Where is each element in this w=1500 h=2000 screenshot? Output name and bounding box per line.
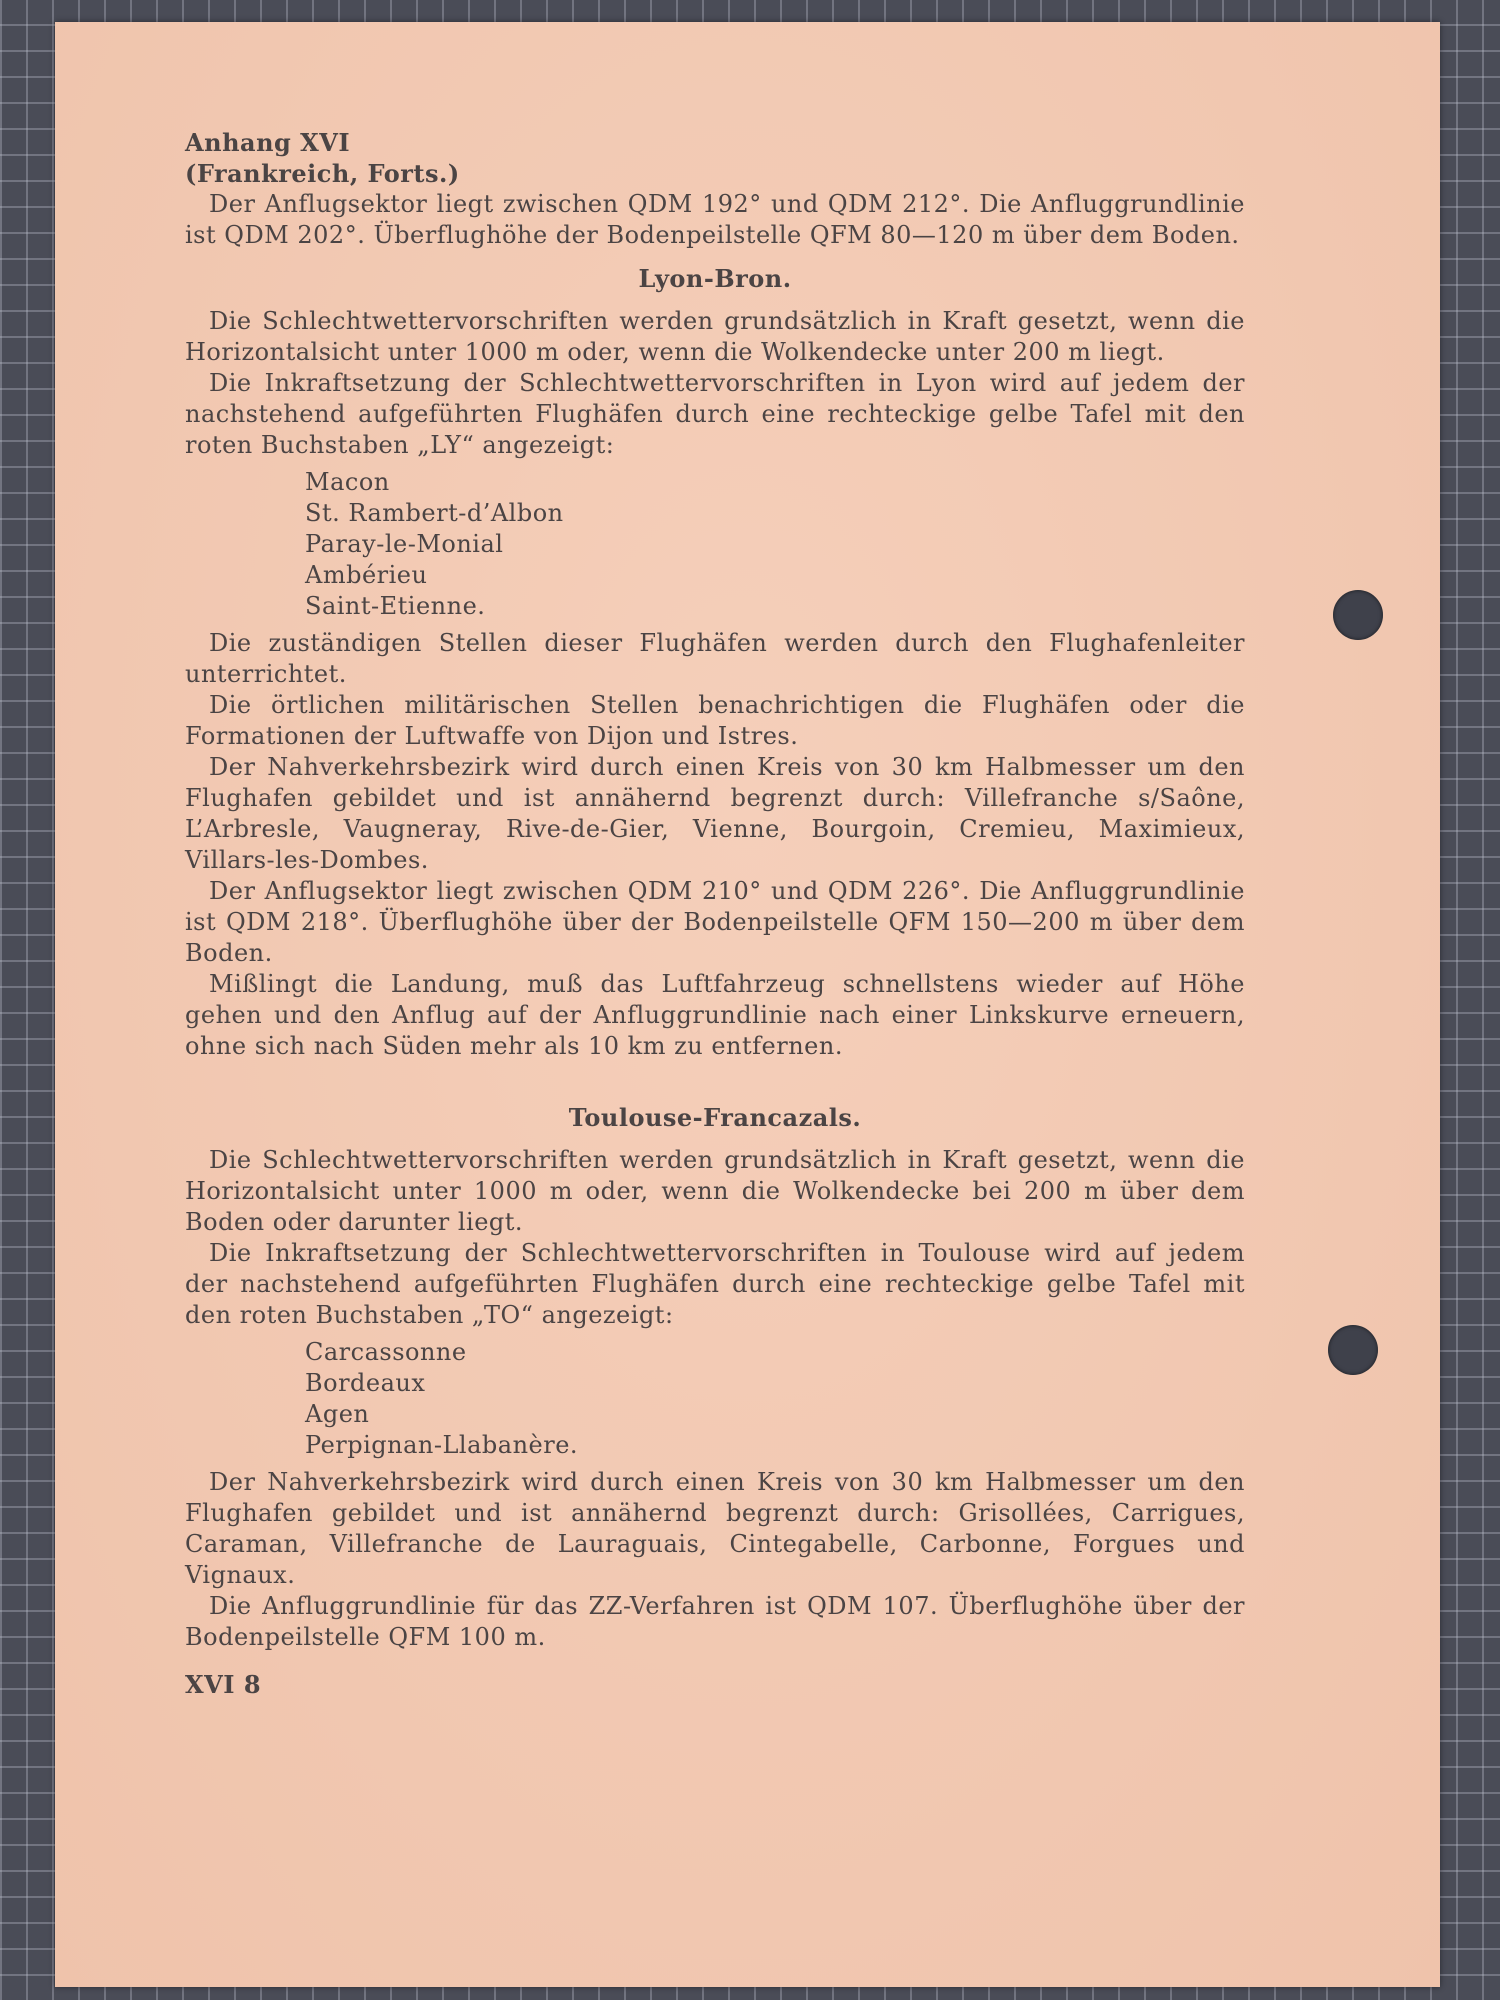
list-item: Paray-le-Monial [305,530,504,558]
appendix-label: Anhang XVI [185,128,351,157]
list-item: Macon [305,468,390,496]
paragraph: Mißlingt die Landung, muß das Luftfahrzeug schnellstens wieder auf Höhe gehen und den Anflug auf der Anfluggrundlinie nach einer Linkskurve erneuern, ohne sich nach Süden mehr als 10 km zu entfernen. [185,970,1245,1060]
section-toulouse-francazals [185,1102,1245,1653]
list-item: Bordeaux [305,1369,426,1397]
section-title: Lyon-Bron. [638,264,792,293]
list-item: St. Rambert-d’Albon [305,499,564,527]
paragraph: Der Nahverkehrsbezirk wird durch einen Kreis von 30 km Halbmesser um den Flughafen gebildet und ist annähernd begrenzt durch: Villefranche s/Saône, L’Arbresle, Vaugneray, Rive-de-Gier, Vienne, Bourgoin, Cremieu, Maximieux, Villars-les-Dombes. [185,753,1245,874]
paragraph: Die Schlechtwettervorschriften werden grundsätzlich in Kraft gesetzt, wenn die Horizontalsicht unter 1000 m oder, wenn die Wolkendecke unter 200 m liegt. [185,307,1245,366]
document-page [55,22,1440,1987]
airport-list [305,1337,1245,1461]
paragraph: Die Inkraftsetzung der Schlechtwettervorschriften in Lyon wird auf jedem der nachstehend aufgeführten Flughäfen durch eine rechteckige gelbe Tafel mit den roten Buchstaben „LY“ angezeigt: [185,369,1245,459]
paragraph: Die Anfluggrundlinie für das ZZ-Verfahren ist QDM 107. Überflughöhe über der Bodenpeilstelle QFM 100 m. [185,1592,1245,1651]
list-item: Carcassonne [305,1338,467,1366]
paragraph: Die Schlechtwettervorschriften werden grundsätzlich in Kraft gesetzt, wenn die Horizontalsicht unter 1000 m oder, wenn die Wolkendecke bei 200 m über dem Boden oder darunter liegt. [185,1146,1245,1236]
airport-list [305,467,1245,622]
page-number: XVI 8 [185,1670,262,1699]
section-title: Toulouse-Francazals. [568,1103,862,1132]
intro-paragraph: Der Anflugsektor liegt zwischen QDM 192° und QDM 212°. Die Anfluggrundlinie ist QDM 202°. Überflughöhe der Bodenpeilstelle QFM 80—120 m über dem Boden. [185,190,1245,249]
section-lyon-bron [185,263,1245,1062]
paragraph: Die zuständigen Stellen dieser Flughäfen werden durch den Flughafenleiter unterrichtet. [185,629,1245,688]
paragraph: Die örtlichen militärischen Stellen benachrichtigen die Flughäfen oder die Formationen der Luftwaffe von Dijon und Istres. [185,691,1245,750]
paragraph: Der Nahverkehrsbezirk wird durch einen Kreis von 30 km Halbmesser um den Flughafen gebildet und ist annähernd begrenzt durch: Grisollées, Carrigues, Caraman, Villefranche de Lauraguais, Cintegabelle, Carbonne, Forgues und Vignaux. [185,1468,1245,1589]
paragraph: Die Inkraftsetzung der Schlechtwettervorschriften in Toulouse wird auf jedem der nachstehend aufgeführten Flughäfen durch eine rechteckige gelbe Tafel mit den roten Buchstaben „TO“ angezeigt: [185,1239,1245,1329]
punch-hole-lower [1328,1325,1378,1375]
appendix-subtitle: (Frankreich, Forts.) [185,159,460,188]
list-item: Ambérieu [305,561,428,589]
list-item: Saint-Etienne. [305,592,486,620]
punch-hole-upper [1333,590,1383,640]
list-item: Perpignan-Llabanère. [305,1431,579,1459]
list-item: Agen [305,1400,370,1428]
page-text [185,127,1245,1700]
paragraph: Der Anflugsektor liegt zwischen QDM 210° und QDM 226°. Die Anfluggrundlinie ist QDM 218°. Überflughöhe über der Bodenpeilstelle QFM 150—200 m über dem Boden. [185,877,1245,967]
